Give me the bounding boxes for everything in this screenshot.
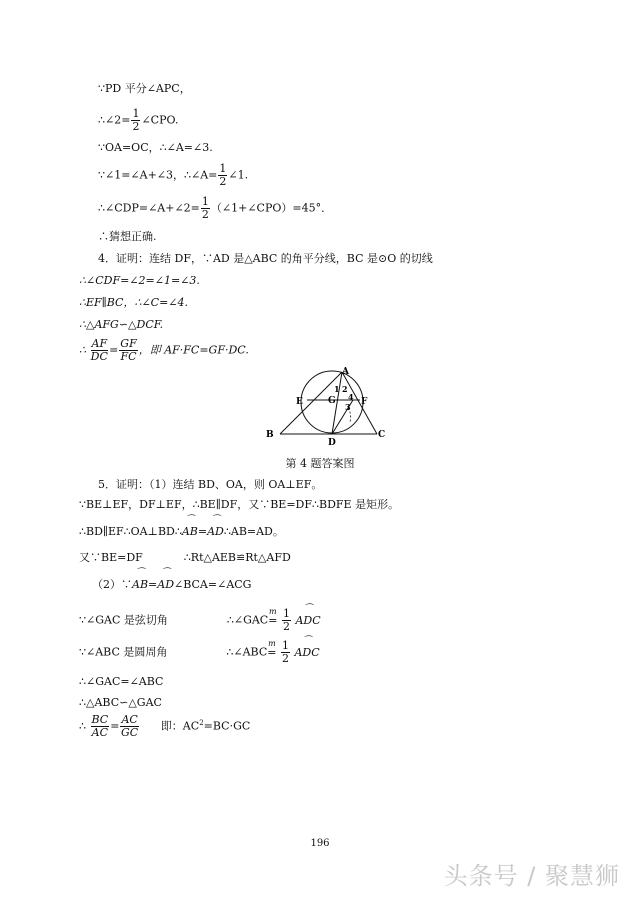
proof-line: ∴△ABC∽△GAC	[79, 696, 162, 709]
angle-1: 1	[334, 384, 340, 394]
text: ∴Rt△AEB≌Rt△AFD	[183, 551, 291, 564]
proof-line: ∵OA=OC，∴∠A=∠3.	[98, 141, 213, 154]
arc-ad: ⌒ AD	[207, 525, 224, 539]
proof-line: ∴△AFG∽△DCF.	[79, 318, 164, 331]
text: =BC·GC	[203, 719, 251, 733]
text: ∴	[79, 719, 86, 733]
label-e: E	[296, 397, 303, 407]
watermark: 头条号 / 聚慧狮	[443, 862, 620, 890]
fraction: $\frac{1}{2}$	[282, 607, 290, 633]
fraction: $\frac{AC}{GC}$	[121, 713, 139, 739]
arc-adc: ⌒ ADC	[294, 646, 319, 660]
text: =	[197, 525, 208, 538]
fraction: $\frac{GF}{FC}$	[120, 337, 137, 363]
fraction: $\frac{1}{2}$	[132, 107, 140, 133]
text: =	[109, 343, 119, 357]
fraction: $\frac{1}{2}$	[219, 162, 227, 188]
label-b: B	[266, 430, 274, 440]
arc-ab: ⌒ AB	[132, 578, 148, 592]
arc-ad: ⌒ AD	[157, 578, 174, 592]
label-g: G	[328, 396, 336, 406]
proof-line: ∵BE⊥EF，DF⊥EF，∴BE∥DF，又∵BE=DF∴BDFE 是矩形。	[79, 498, 400, 511]
proof-line	[79, 525, 284, 539]
text: ∠CPO.	[141, 113, 179, 127]
text: ∴∠ABC	[226, 645, 268, 659]
proof-line: ∵PD 平分∠APC，	[98, 82, 191, 95]
arc-ab: ⌒ AB	[182, 525, 198, 539]
proof-line	[79, 608, 321, 633]
text: =	[110, 719, 120, 733]
arc-adc: ⌒ ADC	[295, 614, 320, 628]
label-c: C	[378, 430, 386, 440]
proof-line	[92, 578, 251, 592]
proof-line	[98, 108, 178, 133]
fraction: $\frac{1}{2}$	[201, 195, 209, 221]
proof-line	[79, 338, 249, 363]
text: ∴AB=AD。	[223, 525, 284, 538]
proof-line: ∴∠GAC=∠ABC	[79, 675, 164, 688]
measure-equal: m =	[267, 638, 277, 659]
figure-caption: 第 4 题答案图	[285, 457, 355, 470]
proof-line	[79, 714, 250, 739]
fraction: $\frac{1}{2}$	[281, 639, 289, 665]
text: ，即 AF·FC=GF·DC.	[138, 343, 249, 357]
page-number: 196	[310, 838, 330, 849]
proof-line: 5．证明：（1）连结 BD、OA，则 OA⊥EF。	[98, 478, 323, 491]
text: ∴∠2=	[98, 113, 131, 127]
proof-line	[79, 640, 320, 665]
proof-line: ∴∠CDF=∠2=∠1=∠3.	[79, 274, 200, 287]
geometry-figure	[262, 364, 392, 450]
label-a: A	[342, 367, 349, 377]
text: ∴∠GAC	[226, 613, 269, 627]
proof-line	[98, 196, 332, 221]
text: ∵∠GAC 是弦切角	[79, 613, 168, 627]
text: =	[148, 578, 158, 591]
text: ∵∠1=∠A+∠3，∴∠A=	[98, 168, 218, 182]
angle-3: 3	[345, 402, 351, 412]
measure-equal: m =	[268, 606, 278, 627]
proof-line	[98, 163, 248, 188]
text: ∠1.	[228, 168, 249, 182]
text: ∵∠ABC 是圆周角	[79, 645, 168, 659]
angle-2: 2	[342, 384, 348, 394]
text: 又∵BE=DF	[79, 551, 143, 564]
text: ∴	[79, 343, 86, 357]
text: ∴BD∥EF∴OA⊥BD∴	[79, 525, 182, 538]
label-f: F	[361, 397, 368, 407]
proof-line: ∴猜想正确.	[98, 230, 157, 243]
label-d: D	[328, 438, 336, 448]
proof-line	[79, 551, 291, 565]
fraction: $\frac{BC}{AC}$	[91, 713, 109, 739]
text: （2）∵	[92, 578, 132, 591]
angle-4: 4	[348, 392, 354, 402]
text: （∠1+∠CPO）=45°．	[210, 201, 333, 215]
proof-line: ∴EF∥BC，∴∠C=∠4.	[79, 296, 189, 309]
fraction: $\frac{AF}{DC}$	[90, 337, 108, 363]
text: ∠BCA=∠ACG	[174, 578, 252, 591]
proof-line: 4．证明：连结 DF，∵AD 是△ABC 的角平分线，BC 是⊙O 的切线	[98, 252, 433, 265]
text: 即：AC	[160, 719, 200, 733]
superscript: 2	[199, 718, 204, 727]
text: ∴∠CDP=∠A+∠2=	[98, 201, 200, 215]
